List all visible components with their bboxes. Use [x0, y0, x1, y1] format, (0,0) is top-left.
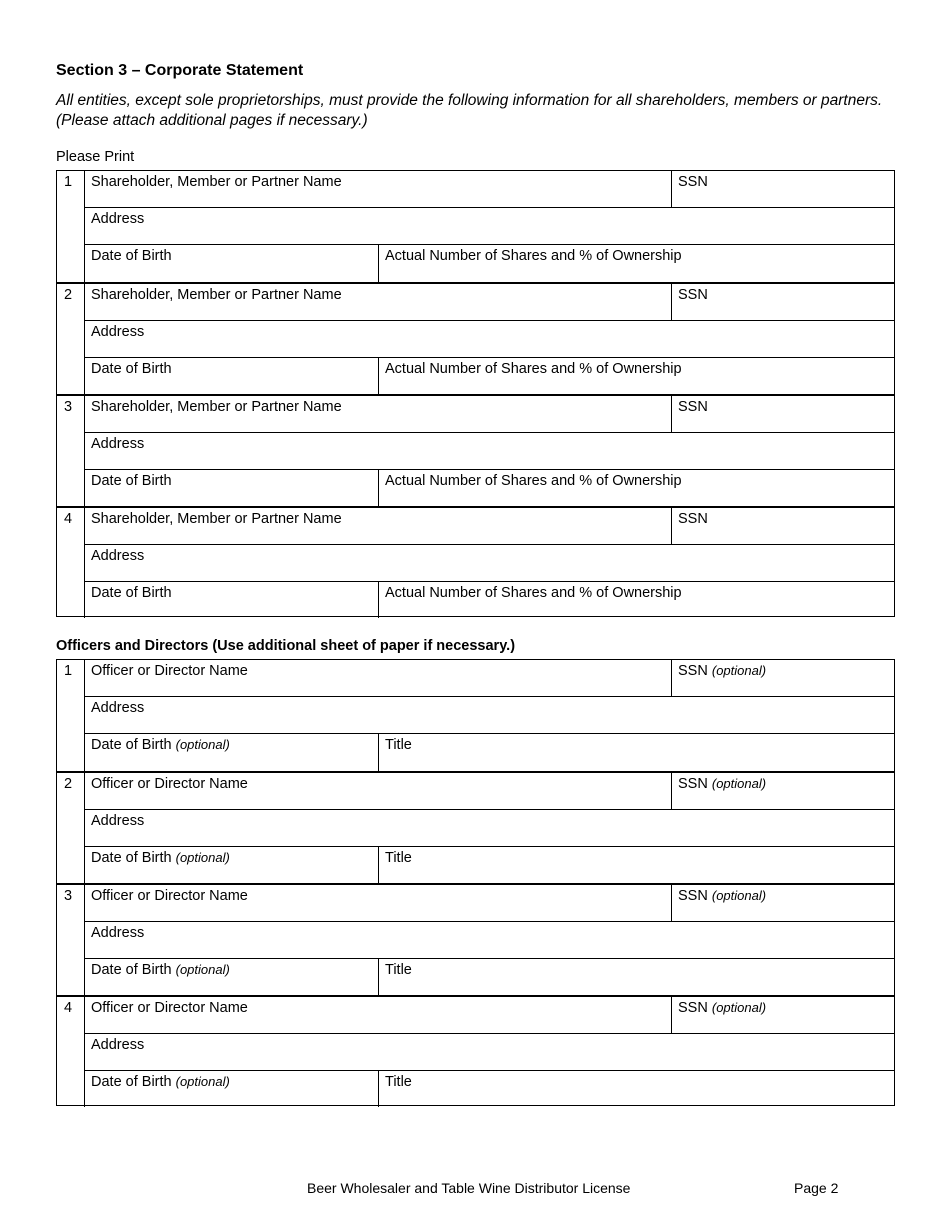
officer-entry — [57, 883, 894, 995]
field-label: Date of Birth — [91, 473, 172, 489]
field-label: Address — [91, 1037, 145, 1053]
field-label: SSN — [678, 1000, 708, 1016]
field-label: Address — [91, 436, 145, 452]
field-label: Address — [91, 211, 145, 227]
section-title: Section 3 – Corporate Statement — [56, 62, 304, 79]
footer-page-number: Page 2 — [794, 1180, 839, 1196]
officer-name-field[interactable] — [85, 660, 672, 696]
title-field[interactable] — [379, 847, 894, 883]
field-label: SSN — [678, 511, 708, 527]
date-of-birth-field[interactable] — [85, 959, 379, 995]
date-of-birth-field[interactable] — [85, 847, 379, 883]
date-of-birth-field[interactable] — [85, 734, 379, 771]
officer-name-field[interactable] — [85, 885, 672, 921]
field-label: SSN — [678, 663, 708, 679]
shares-ownership-field[interactable] — [379, 245, 894, 282]
address-field[interactable] — [85, 810, 894, 846]
date-of-birth-field[interactable] — [85, 582, 379, 618]
field-label: Shareholder, Member or Partner Name — [91, 511, 342, 527]
address-field[interactable] — [85, 208, 894, 244]
optional-note: (optional) — [175, 962, 230, 977]
footer-document-title: Beer Wholesaler and Table Wine Distributor License — [307, 1180, 631, 1196]
address-field[interactable] — [85, 545, 894, 581]
shareholder-entry — [57, 506, 894, 618]
address-field[interactable] — [85, 1034, 894, 1070]
field-label: Title — [385, 850, 412, 866]
shareholder-name-field[interactable] — [85, 284, 672, 320]
officer-entry — [57, 771, 894, 883]
officer-name-field[interactable] — [85, 997, 672, 1033]
field-label: Title — [385, 1074, 412, 1090]
field-label: Shareholder, Member or Partner Name — [91, 174, 342, 190]
entry-number: 1 — [57, 660, 85, 771]
title-field[interactable] — [379, 734, 894, 771]
optional-note: (optional) — [711, 888, 767, 903]
shareholder-entry — [57, 171, 894, 282]
shares-ownership-field[interactable] — [379, 358, 894, 394]
address-field[interactable] — [85, 922, 894, 958]
ssn-field[interactable] — [672, 171, 894, 207]
field-label: SSN — [678, 888, 708, 904]
field-label: Date of Birth — [91, 737, 172, 753]
title-field[interactable] — [379, 1071, 894, 1107]
field-label: Date of Birth — [91, 962, 172, 978]
field-label: Title — [385, 962, 412, 978]
field-label: Shareholder, Member or Partner Name — [91, 399, 342, 415]
field-label: Date of Birth — [91, 248, 172, 264]
officer-entry — [57, 995, 894, 1107]
address-field[interactable] — [85, 433, 894, 469]
field-label: Address — [91, 813, 145, 829]
field-label: SSN — [678, 399, 708, 415]
ssn-field[interactable] — [672, 997, 894, 1033]
field-label: Actual Number of Shares and % of Ownership — [385, 248, 682, 264]
entry-number: 3 — [57, 885, 85, 995]
address-field[interactable] — [85, 697, 894, 733]
field-label: Address — [91, 548, 145, 564]
field-label: Officer or Director Name — [91, 1000, 248, 1016]
shares-ownership-field[interactable] — [379, 470, 894, 506]
date-of-birth-field[interactable] — [85, 1071, 379, 1107]
field-label: Officer or Director Name — [91, 776, 248, 792]
optional-note: (optional) — [175, 1074, 230, 1089]
date-of-birth-field[interactable] — [85, 358, 379, 394]
address-field[interactable] — [85, 321, 894, 357]
field-label: Title — [385, 737, 412, 753]
ssn-field[interactable] — [672, 508, 894, 544]
officers-heading: Officers and Directors (Use additional sheet of paper if necessary.) — [56, 638, 516, 654]
field-label: Date of Birth — [91, 585, 172, 601]
shareholder-entry — [57, 394, 894, 506]
field-label: SSN — [678, 174, 708, 190]
optional-note: (optional) — [175, 737, 230, 752]
optional-note: (optional) — [711, 663, 767, 678]
entry-number: 3 — [57, 396, 85, 506]
shareholders-table — [56, 170, 895, 617]
officer-name-field[interactable] — [85, 773, 672, 809]
field-label: Address — [91, 324, 145, 340]
shareholder-name-field[interactable] — [85, 508, 672, 544]
field-label: Address — [91, 700, 145, 716]
intro-text: All entities, except sole proprietorships, must provide the following information for all shareholders, members or partners. (Please attach additional pages if necessary.) — [56, 92, 883, 129]
optional-note: (optional) — [711, 1000, 767, 1015]
shareholder-entry — [57, 282, 894, 394]
optional-note: (optional) — [175, 850, 230, 865]
field-label: SSN — [678, 287, 708, 303]
field-label: Date of Birth — [91, 850, 172, 866]
ssn-field[interactable] — [672, 885, 894, 921]
entry-number: 2 — [57, 284, 85, 394]
please-print-label: Please Print — [56, 149, 135, 165]
entry-number: 1 — [57, 171, 85, 282]
date-of-birth-field[interactable] — [85, 245, 379, 282]
entry-number: 4 — [57, 508, 85, 618]
field-label: Actual Number of Shares and % of Ownership — [385, 473, 682, 489]
field-label: Officer or Director Name — [91, 663, 248, 679]
field-label: Actual Number of Shares and % of Ownership — [385, 585, 682, 601]
ssn-field[interactable] — [672, 660, 894, 696]
field-label: Date of Birth — [91, 361, 172, 377]
shares-ownership-field[interactable] — [379, 582, 894, 618]
field-label: Date of Birth — [91, 1074, 172, 1090]
officer-entry — [57, 660, 894, 771]
field-label: Address — [91, 925, 145, 941]
shareholder-name-field[interactable] — [85, 396, 672, 432]
officers-table — [56, 659, 895, 1106]
field-label: SSN — [678, 776, 708, 792]
optional-note: (optional) — [711, 776, 767, 791]
field-label: Officer or Director Name — [91, 888, 248, 904]
title-field[interactable] — [379, 959, 894, 995]
field-label: Shareholder, Member or Partner Name — [91, 287, 342, 303]
shareholder-name-field[interactable] — [85, 171, 672, 207]
entry-number: 4 — [57, 997, 85, 1107]
ssn-field[interactable] — [672, 773, 894, 809]
field-label: Actual Number of Shares and % of Ownership — [385, 361, 682, 377]
entry-number: 2 — [57, 773, 85, 883]
ssn-field[interactable] — [672, 284, 894, 320]
date-of-birth-field[interactable] — [85, 470, 379, 506]
ssn-field[interactable] — [672, 396, 894, 432]
